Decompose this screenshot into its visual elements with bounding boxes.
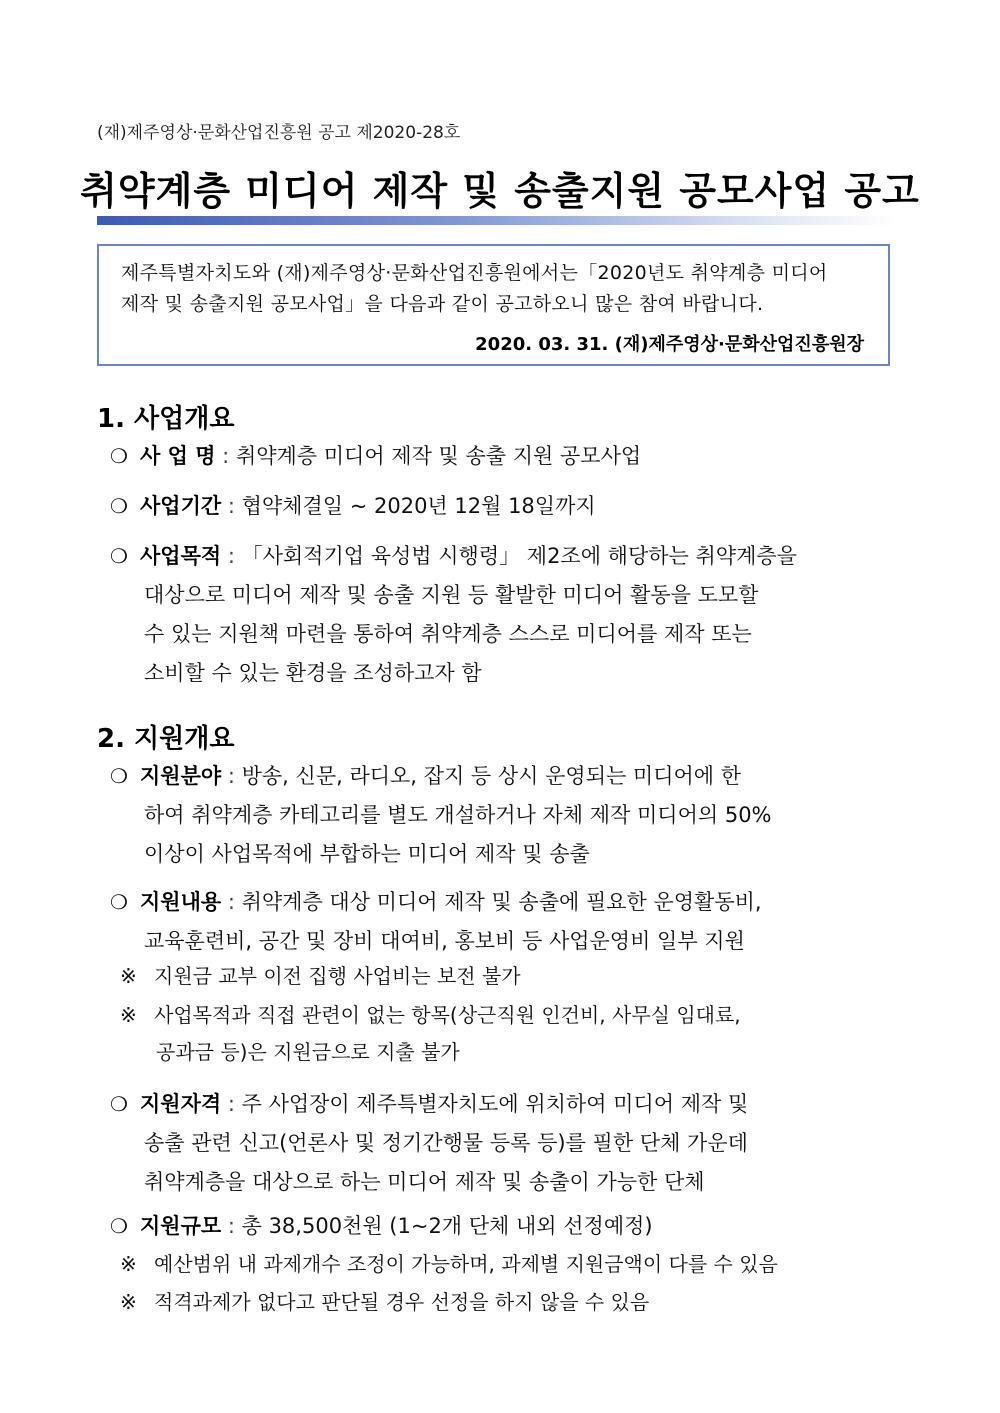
item-text-continued: 이상이 사업목적에 부합하는 미디어 제작 및 송출 xyxy=(144,842,590,866)
intro-line-1: 제주특별자치도와 (재)제주영상·문화산업진흥원에서는「2020년도 취약계층 미디어 xyxy=(121,262,828,284)
bullet-circle-icon: ❍ xyxy=(110,494,128,518)
intro-box xyxy=(97,244,890,366)
item-support-scale: ❍ 지원규모 : 총 38,500천원 (1~2개 단체 내외 선정예정) xyxy=(110,1207,900,1246)
item-label: 사업목적 xyxy=(140,544,222,568)
item-text-continued: 송출 관련 신고(언론사 및 정기간행물 등록 등)를 필한 단체 가운데 xyxy=(144,1131,748,1155)
title-underline xyxy=(97,216,897,225)
item-support-eligibility: ❍ 지원자격 : 주 사업장이 제주특별자치도에 위치하여 미디어 제작 및 송출 관련 신고(언론사 및 정기간행물 등록 등)를 필한 단체 가운데 취약계층을 대상으로 하는 미디어 제작 및 송출이 가능한 단체 xyxy=(110,1085,900,1202)
item-text: 취약계층 미디어 제작 및 송출 지원 공모사업 xyxy=(235,444,642,468)
bullet-circle-icon: ❍ xyxy=(110,1092,128,1116)
note-item xyxy=(120,1245,778,1284)
item-label: 지원내용 xyxy=(140,890,222,914)
item-text: 협약체결일 ~ 2020년 12월 18일까지 xyxy=(241,494,596,518)
item-label: 지원분야 xyxy=(140,764,222,788)
item-label: 지원규모 xyxy=(140,1214,222,1238)
bullet-circle-icon: ❍ xyxy=(110,764,128,788)
reference-mark-icon: ※ xyxy=(120,1290,137,1314)
item-label: 지원자격 xyxy=(140,1092,222,1116)
item-text-continued: 소비할 수 있는 환경을 조성하고자 함 xyxy=(144,661,482,685)
note-text: 사업목적과 직접 관련이 없는 항목(상근직원 인건비, 사무실 임대료, xyxy=(154,1003,741,1027)
note-text: 적격과제가 없다고 판단될 경우 선정을 하지 않을 수 있음 xyxy=(154,1290,650,1314)
reference-mark-icon: ※ xyxy=(120,964,137,988)
page-title: 취약계층 미디어 제작 및 송출지원 공모사업 공고 xyxy=(80,169,920,213)
item-text-continued: 수 있는 지원책 마련을 통하여 취약계층 스스로 미디어를 제작 또는 xyxy=(144,622,752,646)
intro-signature: 2020. 03. 31. (재)제주영상·문화산업진흥원장 xyxy=(475,334,864,355)
item-text-continued: 하여 취약계층 카테고리를 별도 개설하거나 자체 제작 미디어의 50% xyxy=(144,803,772,827)
item-business-period: ❍ 사업기간 : 협약체결일 ~ 2020년 12월 18일까지 xyxy=(110,487,900,526)
section-title-overview: 1. 사업개요 xyxy=(97,404,235,434)
reference-mark-icon: ※ xyxy=(120,1003,137,1027)
item-text-continued: 취약계층을 대상으로 하는 미디어 제작 및 송출이 가능한 단체 xyxy=(144,1170,705,1194)
item-support-content: ❍ 지원내용 : 취약계층 대상 미디어 제작 및 송출에 필요한 운영활동비, 교육훈련비, 공간 및 장비 대여비, 홍보비 등 사업운영비 일부 지원 xyxy=(110,883,900,961)
note-item xyxy=(120,957,521,996)
bullet-circle-icon: ❍ xyxy=(110,890,128,914)
item-text: 방송, 신문, 라디오, 잡지 등 상시 운영되는 미디어에 한 xyxy=(241,764,742,788)
item-text-continued: 교육훈련비, 공간 및 장비 대여비, 홍보비 등 사업운영비 일부 지원 xyxy=(144,929,745,953)
note-text: 지원금 교부 이전 집행 사업비는 보전 불가 xyxy=(154,964,521,988)
notice-number: (재)제주영상·문화산업진흥원 공고 제2020-28호 xyxy=(97,123,461,143)
item-text-continued: 대상으로 미디어 제작 및 송출 지원 등 활발한 미디어 활동을 도모할 xyxy=(144,583,759,607)
item-text: 「사회적기업 육성법 시행령」 제2조에 해당하는 취약계층을 xyxy=(241,544,797,568)
note-item xyxy=(120,996,741,1035)
item-label: 사 업 명 xyxy=(140,444,216,468)
item-business-name: ❍ 사 업 명 : 취약계층 미디어 제작 및 송출 지원 공모사업 xyxy=(110,437,900,476)
item-label: 사업기간 xyxy=(140,494,222,518)
item-business-purpose: ❍ 사업목적 : 「사회적기업 육성법 시행령」 제2조에 해당하는 취약계층을 대상으로 미디어 제작 및 송출 지원 등 활발한 미디어 활동을 도모할 수 있는 지원책 마련을 통하여 취약계층 스스로 미디어를 제작 또는 소비할 수 있는 환경을 조성하고자 함 xyxy=(110,537,900,693)
intro-line-2: 제작 및 송출지원 공모사업」을 다음과 같이 공고하오니 많은 참여 바랍니다. xyxy=(121,293,764,315)
item-text: 주 사업장이 제주특별자치도에 위치하여 미디어 제작 및 xyxy=(241,1092,749,1116)
item-text: 취약계층 대상 미디어 제작 및 송출에 필요한 운영활동비, xyxy=(241,890,762,914)
bullet-circle-icon: ❍ xyxy=(110,544,128,568)
section-title-support: 2. 지원개요 xyxy=(97,724,235,754)
note-text-continued: 공과금 등)은 지원금으로 지출 불가 xyxy=(156,1040,460,1064)
bullet-circle-icon: ❍ xyxy=(110,444,128,468)
note-item xyxy=(120,1283,649,1322)
item-support-field: ❍ 지원분야 : 방송, 신문, 라디오, 잡지 등 상시 운영되는 미디어에 한 하여 취약계층 카테고리를 별도 개설하거나 자체 제작 미디어의 50% 이상이 사업목적에 부합하는 미디어 제작 및 송출 xyxy=(110,757,900,874)
item-text: 총 38,500천원 (1~2개 단체 내외 선정예정) xyxy=(241,1214,653,1238)
reference-mark-icon: ※ xyxy=(120,1252,137,1276)
bullet-circle-icon: ❍ xyxy=(110,1214,128,1238)
note-text: 예산범위 내 과제개수 조정이 가능하며, 과제별 지원금액이 다를 수 있음 xyxy=(154,1252,778,1276)
